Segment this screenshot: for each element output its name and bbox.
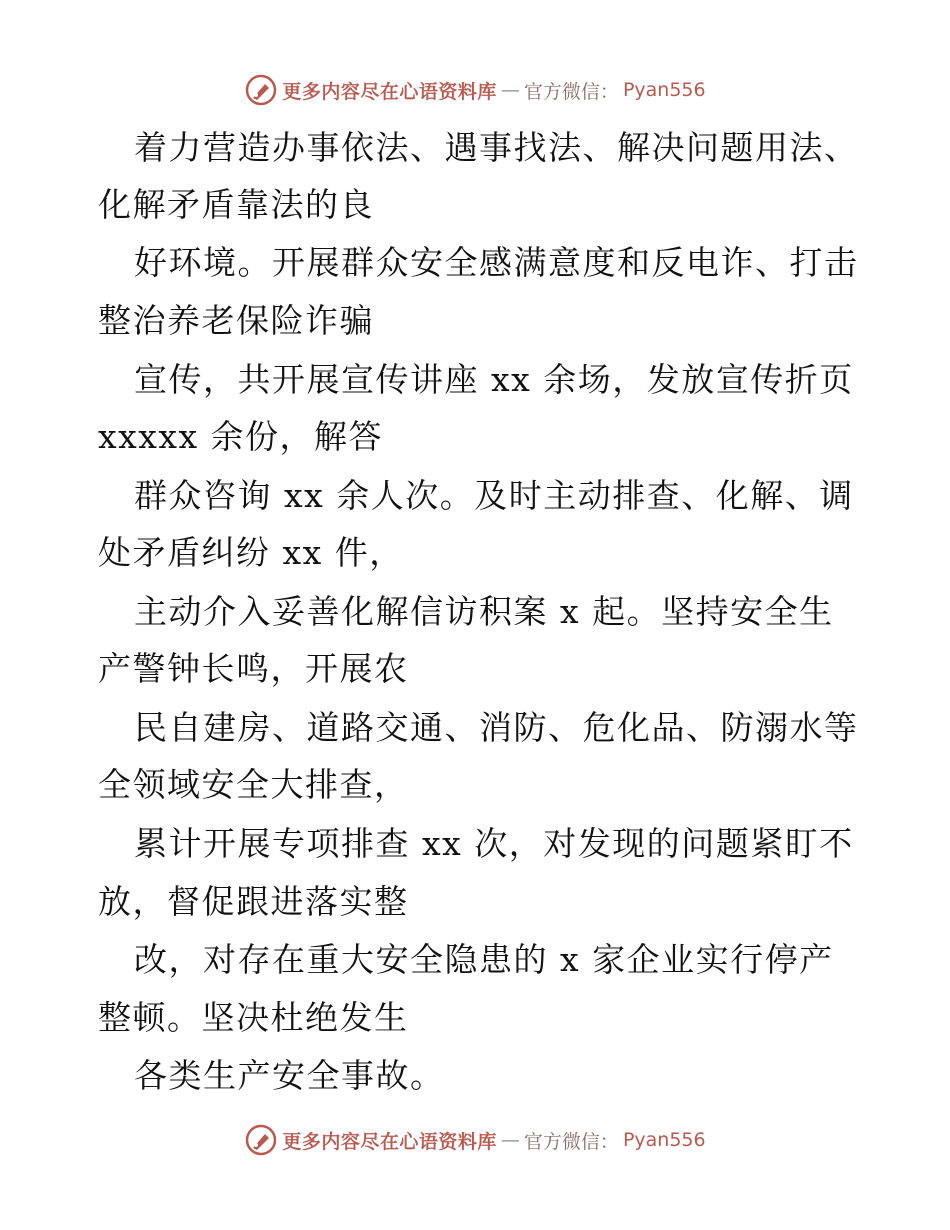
- watermark-wechat-id: Pyan556: [622, 1129, 706, 1151]
- body-line: xxxxx 余份，解答: [98, 417, 384, 456]
- body-line: 改，对存在重大安全隐患的 x 家企业实行停产: [134, 940, 834, 979]
- body-line: 好环境。开展群众安全感满意度和反电诈、打击: [134, 243, 859, 282]
- body-line: 主动介入妥善化解信访积案 x 起。坚持安全生: [134, 592, 834, 631]
- body-line: 累计开展专项排查 xx 次，对发现的问题紧盯不: [134, 824, 854, 863]
- footer-watermark-banner: [0, 1120, 950, 1160]
- pen-nib-logo-icon: [244, 1123, 278, 1157]
- watermark-wechat-id: Pyan556: [622, 79, 706, 101]
- header-watermark-banner: [0, 70, 950, 110]
- pen-nib-logo-icon: [244, 73, 278, 107]
- body-line: 整顿。坚决杜绝发生: [98, 998, 409, 1037]
- body-line: 全领域安全大排查，: [98, 765, 409, 804]
- body-line: 民自建房、道路交通、消防、危化品、防溺水等: [134, 708, 859, 747]
- body-line: 群众咨询 xx 余人次。及时主动排查、化解、调: [134, 476, 854, 515]
- body-line: 各类生产安全事故。: [134, 1056, 445, 1095]
- body-line: 宣传，共开展宣传讲座 xx 余场，发放宣传折页: [134, 360, 854, 399]
- body-line: 处矛盾纠纷 xx 件，: [98, 533, 404, 572]
- watermark-separator: —: [500, 79, 520, 101]
- body-line: 化解矛盾靠法的良: [98, 185, 374, 224]
- body-line: 着力营造办事依法、遇事找法、解决问题用法、: [134, 128, 859, 167]
- body-line: 产警钟长鸣，开展农: [98, 649, 409, 688]
- body-line: 放，督促跟进落实整: [98, 882, 409, 921]
- watermark-wechat-label: 官方微信：: [523, 80, 619, 103]
- watermark-separator: —: [500, 1129, 520, 1151]
- body-line: 整治养老保险诈骗: [98, 301, 374, 340]
- watermark-wechat-label: 官方微信：: [523, 1130, 619, 1153]
- watermark-brand-text: 更多内容尽在心语资料库: [282, 1130, 497, 1153]
- watermark-brand-text: 更多内容尽在心语资料库: [282, 80, 497, 103]
